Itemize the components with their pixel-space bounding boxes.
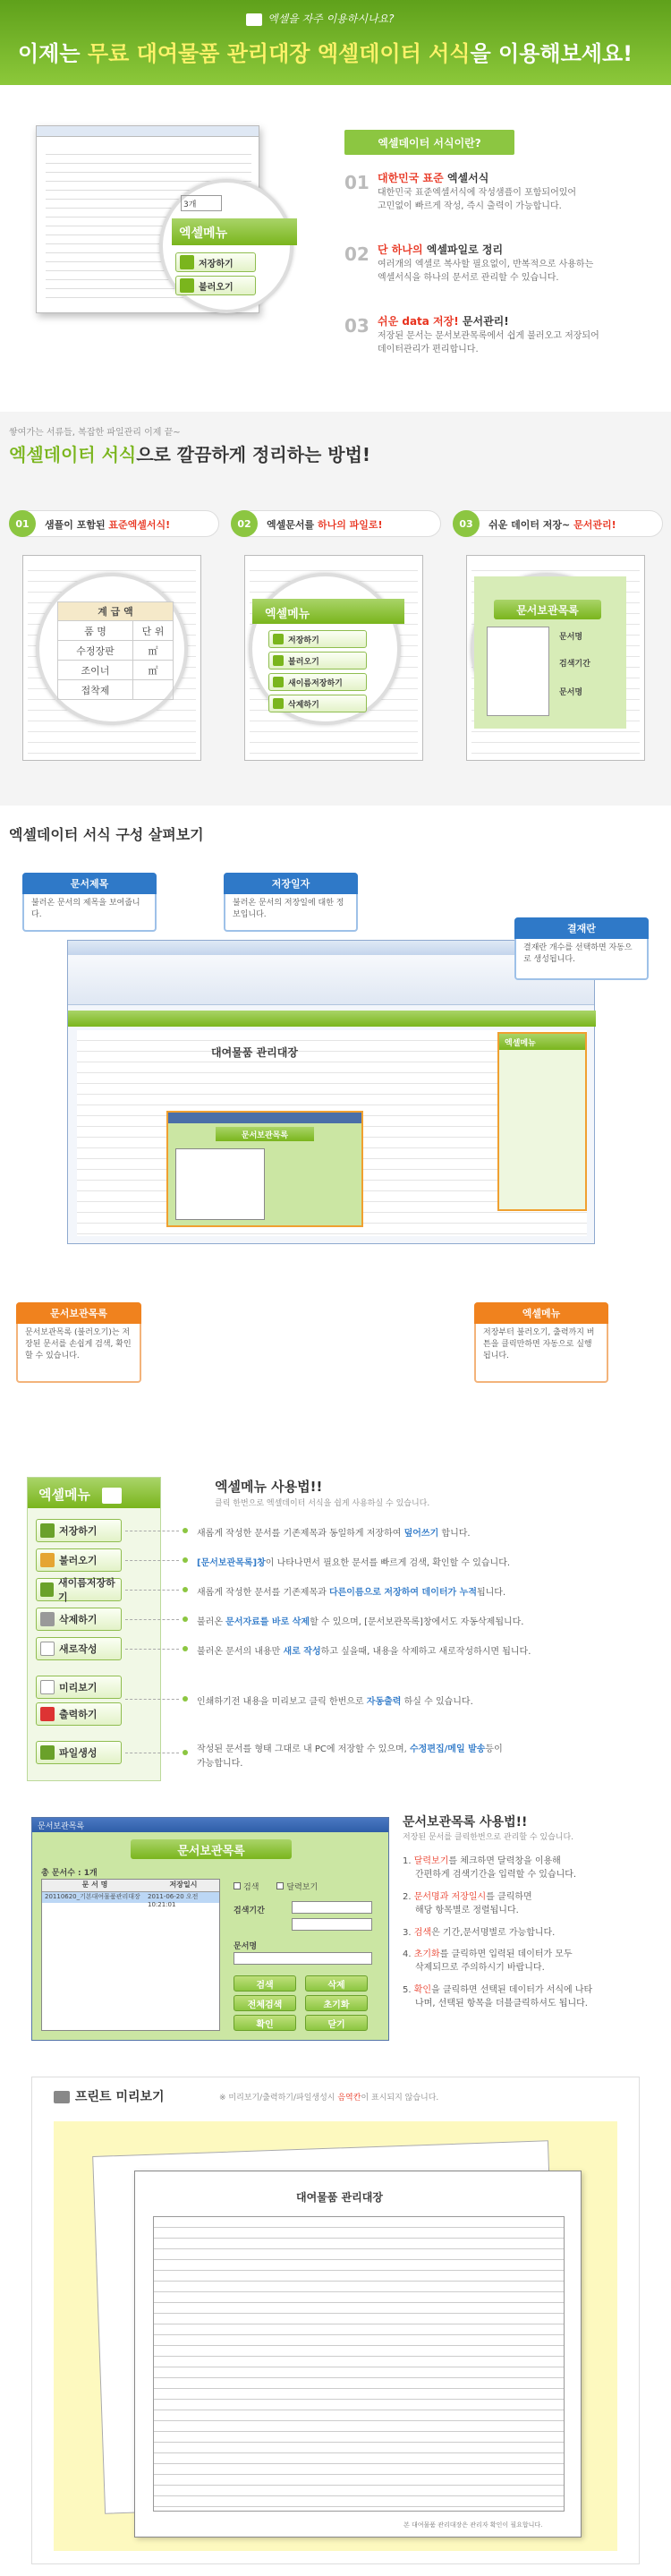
- step-l2: 해당 항목별로 정렬됩니다.: [415, 1906, 519, 1915]
- composition-section: [0, 806, 671, 1396]
- callout-head: 결재란: [514, 917, 649, 939]
- connector: [125, 1649, 179, 1650]
- connector: [125, 1560, 179, 1561]
- preview-doc-title: 대여물품 관리대장: [296, 2191, 383, 2204]
- zoom-archive-title: 문서보관목록: [494, 600, 601, 619]
- new-desc: [197, 1643, 531, 1657]
- archive-title: 문서보관목록 사용법!!: [403, 1815, 528, 1830]
- desc-post: 됩니다.: [476, 1588, 506, 1598]
- connector: [125, 1699, 179, 1700]
- step-hl: 문서명과 저장일시: [413, 1892, 487, 1902]
- hero-thumb-save: [175, 252, 256, 272]
- printer-icon: [54, 2091, 70, 2103]
- intro-card-hl: 문서관리!: [573, 519, 616, 531]
- connector-dot: [183, 1528, 188, 1533]
- hero-item-desc: 고민없이 빠르게 작성, 즉시 출력이 가능합니다.: [378, 201, 562, 211]
- hero-badge: [246, 11, 395, 26]
- desc-hl: 문서자료를 바로 삭제: [225, 1617, 310, 1627]
- note-pre: ※ 미리보기/출력하기/파일생성시: [219, 2094, 338, 2103]
- hero-zoom-circle: 3개 엑셀메뉴 저장하기 불러오기: [159, 179, 293, 313]
- hero-item-head-hl: 쉬운 data 저장!: [378, 315, 459, 328]
- preview-note: [219, 2091, 438, 2103]
- zoom-row: 계 급 액: [57, 601, 174, 621]
- archive-window: [31, 1817, 389, 2041]
- print-icon: [40, 1707, 55, 1721]
- save-desc: [197, 1525, 471, 1539]
- intro-title-text: 으로 깔끔하게 정리하는 방법!: [136, 444, 371, 465]
- preview-button[interactable]: [36, 1676, 122, 1699]
- intro-section: [0, 412, 671, 806]
- desc-post: 할 수 있으며, [문서보관목록]창에서도 자동삭제됩니다.: [310, 1617, 524, 1627]
- load-button[interactable]: [36, 1548, 122, 1572]
- archive-col-date[interactable]: 저장일시: [169, 1881, 198, 1889]
- connector-dot: [183, 1696, 188, 1702]
- file-create-button[interactable]: [36, 1741, 122, 1764]
- zoom-cell: 단 위: [132, 621, 173, 640]
- excel-logo-icon: [102, 1488, 122, 1504]
- step-hl: 검색: [413, 1928, 432, 1938]
- step-l1: 를 클릭하면: [486, 1892, 532, 1902]
- save-as-icon: [40, 1582, 54, 1597]
- print-button-label: 출력하기: [59, 1709, 98, 1720]
- print-desc: [197, 1693, 473, 1707]
- delete-button[interactable]: 삭제: [305, 1975, 368, 1992]
- archive-inner-title: 문서보관목록: [131, 1839, 292, 1859]
- new-button[interactable]: [36, 1637, 122, 1660]
- excel-menu-title: 엑셀메뉴 사용법!!: [215, 1479, 323, 1495]
- connector-dot: [183, 1557, 188, 1563]
- search-all-button[interactable]: 전체검색: [234, 1995, 296, 2011]
- hero-item-num: 03: [344, 315, 369, 337]
- hero-item-num: 02: [344, 243, 369, 265]
- intro-card-3: [453, 510, 663, 779]
- preview-button-label: 미리보기: [59, 1682, 98, 1693]
- archive-col-name[interactable]: 문 서 명: [81, 1881, 108, 1889]
- desc-hl: 자동출력: [366, 1697, 402, 1707]
- composition-title: 엑셀데이터 서식 구성 살펴보기: [9, 826, 204, 843]
- zoom-btn-delete: [268, 695, 367, 712]
- print-button[interactable]: [36, 1702, 122, 1726]
- archive-list: [41, 1879, 220, 2031]
- hero-item-head-text: 문서관리!: [458, 315, 509, 328]
- intro-sub: 쌓여가는 서류들, 복잡한 파일관리 이제 끝~: [9, 428, 181, 438]
- new-doc-icon: [40, 1642, 55, 1656]
- intro-title: [9, 440, 370, 466]
- callout-body: 저장부터 불러오기, 출력까지 버튼을 클릭만하면 자동으로 실행됩니다.: [483, 1328, 595, 1361]
- intro-card-num: 03: [453, 510, 480, 537]
- preview-footer: 본 대여물품 관리대장은 관리자 확인이 필요합니다.: [403, 2521, 543, 2529]
- desc-pre: 새롭게 작성한 문서를 기존제목과 동일하게 저장하여: [197, 1529, 404, 1539]
- docname-input[interactable]: [234, 1952, 372, 1965]
- callout-body: 불러온 문서의 제목을 보여줍니다.: [31, 899, 140, 919]
- docname-label: 문서명: [234, 1942, 258, 1951]
- desc-post: 합니다.: [438, 1529, 471, 1539]
- load-desc: [197, 1555, 510, 1568]
- hero-title: [18, 36, 633, 67]
- step-l1: 를 체크하면 달력창을 이용해: [448, 1856, 561, 1866]
- connector-dot: [183, 1750, 188, 1755]
- save-as-button-label: 새이름저장하기: [58, 1577, 115, 1603]
- archive-dialog-thumb: [166, 1111, 363, 1227]
- intro-card2-zoom: [249, 573, 401, 725]
- archive-step-2: [403, 1890, 532, 1917]
- hero-badge-text: 엑셀을 자주 이용하시나요?: [268, 13, 395, 25]
- hero-item-head-hl: 단 하나의: [378, 243, 423, 256]
- folder-icon: [40, 1553, 55, 1567]
- desc-post: 하고 싶을때, 내용을 삭제하고 새로작성하시면 됩니다.: [320, 1647, 531, 1657]
- zoom-cell: ㎡: [132, 661, 173, 679]
- file-desc-line2: 가능합니다.: [197, 1759, 243, 1769]
- zoom-cell: 조이너: [81, 665, 110, 677]
- desc-hl: [문서보관목록]창: [197, 1558, 266, 1568]
- intro-card1-zoom: [36, 573, 188, 725]
- archive-section: [0, 1790, 671, 2059]
- intro-card-num: 02: [231, 510, 258, 537]
- zoom-btn-label: 저장하기: [288, 635, 319, 645]
- step-l1: 을 클릭하면 선택된 데이터가 서식에 나타: [431, 1985, 593, 1995]
- hero-item-num: 01: [344, 172, 369, 193]
- archive-row-date: 2011-06-20 오전 10:21:01: [148, 1893, 199, 1908]
- period-from-input[interactable]: [292, 1901, 372, 1914]
- sheet-title: 대여물품 관리대장: [211, 1046, 298, 1059]
- calendar-check-label: 달력보기: [286, 1883, 319, 1892]
- callout-body: 결재란 개수를 선택하면 자동으로 생성됩니다.: [523, 943, 633, 964]
- step-num: 1.: [403, 1856, 412, 1866]
- hero-title-post: 을 이용해보세요!: [470, 41, 633, 66]
- step-hl: 달력보기: [413, 1856, 449, 1866]
- hero-title-highlight: 무료 대여물품 관리대장 엑셀데이터 서식: [87, 41, 471, 66]
- connector-dot: [183, 1646, 188, 1651]
- preview-icon: [40, 1680, 55, 1694]
- search-check-label: 검색: [243, 1883, 259, 1892]
- file-desc: [197, 1741, 503, 1754]
- zoom-btn-save: [268, 630, 367, 648]
- side-menu-title: 엑셀메뉴: [499, 1034, 585, 1050]
- delete-button[interactable]: [36, 1608, 122, 1631]
- step-l2: 삭제되므로 주의하시기 바랍니다.: [415, 1963, 545, 1973]
- desc-hl: 새로 작성: [283, 1647, 321, 1657]
- connector: [125, 1619, 179, 1620]
- archive-step-1: [403, 1855, 576, 1881]
- zoom-cell: ㎡: [132, 641, 173, 660]
- save-icon: [40, 1523, 55, 1538]
- desc-pre: 새롭게 작성한 문서를 기존제목과: [197, 1588, 329, 1598]
- step-l2: 나며, 선택된 항목을 더블클릭하셔도 됩니다.: [415, 1999, 588, 2009]
- note-post: 이 표시되지 않습니다.: [361, 2094, 439, 2103]
- hero-thumb-load-label: 불러오기: [199, 282, 234, 293]
- hero-item-head-hl: 대한민국 표준: [378, 172, 444, 184]
- desc-hl: 다른이름으로 저장하여 데이터가 누적: [328, 1588, 477, 1598]
- zoom-cell: 접착제: [81, 685, 110, 696]
- file-icon: [40, 1745, 55, 1760]
- callout-body: 불러온 문서의 저장일에 대한 정보입니다.: [233, 899, 344, 919]
- step-hl: 초기화: [413, 1949, 440, 1959]
- calendar-checkbox[interactable]: [276, 1882, 284, 1889]
- intro-card-num: 01: [9, 510, 36, 537]
- zoom-btn-saveas: [268, 673, 367, 691]
- new-button-label: 새로작성: [59, 1643, 98, 1655]
- period-label: 검색기간: [234, 1906, 265, 1915]
- load-button-label: 불러오기: [59, 1555, 98, 1566]
- hero-thumb-save-label: 저장하기: [199, 259, 234, 269]
- zoom-btn-load: [268, 652, 367, 670]
- zoom-label: 문서명: [559, 633, 583, 642]
- intro-card-hl: 표준엑셀서식!: [108, 519, 171, 531]
- intro-card-caption: [45, 517, 170, 532]
- delete-desc: [197, 1614, 523, 1627]
- callout-save-date: [224, 873, 358, 932]
- hero-thumb-menu: 엑셀메뉴: [172, 218, 297, 245]
- zoom-label: 문서명: [559, 688, 583, 697]
- search-button[interactable]: 검색: [234, 1975, 296, 1992]
- hero-section: [0, 0, 671, 412]
- step-l1: 은 기간,문서명별로 가능합니다.: [431, 1928, 556, 1938]
- preview-section: [0, 2059, 671, 2576]
- desc-hl: 수정편집/메일 발송: [410, 1744, 486, 1754]
- excel-menu-section: [0, 1396, 671, 1790]
- desc-post: 등이: [485, 1744, 503, 1754]
- delete-icon: [40, 1612, 55, 1626]
- preview-sheet: [134, 2171, 582, 2538]
- intro-card-caption: [488, 517, 616, 532]
- zoom-label: 검색기간: [559, 660, 590, 669]
- intro-card-pre: 샘플이 포함된: [45, 519, 109, 531]
- intro-card-hl: 하나의 파일로!: [317, 519, 383, 531]
- hero-item-head-text: 엑셀서식: [443, 172, 489, 184]
- archive-step-4: [403, 1948, 573, 1975]
- callout-archive: [16, 1302, 141, 1383]
- excel-menu-sub: 클릭 한번으로 엑셀데이터 서식을 쉽게 사용하실 수 있습니다.: [215, 1499, 430, 1508]
- callout-head: 문서보관목록: [16, 1302, 141, 1324]
- save-button-label: 저장하기: [59, 1525, 98, 1537]
- dialog-title: 문서보관목록: [216, 1127, 314, 1141]
- desc-pre: 불러온: [197, 1617, 226, 1627]
- period-to-input[interactable]: [292, 1918, 372, 1931]
- search-checkbox[interactable]: [234, 1882, 241, 1889]
- hero-item-desc: 데이터관리가 편리합니다.: [378, 345, 479, 354]
- step-l1: 를 클릭하면 입력된 데이터가 모두: [439, 1949, 573, 1959]
- hero-item-head: [378, 313, 509, 328]
- desc-post: 하실 수 있습니다.: [401, 1697, 473, 1707]
- excel-window: [67, 940, 595, 1244]
- save-button[interactable]: [36, 1519, 122, 1542]
- archive-checkboxes: [234, 1881, 318, 1892]
- hero-item-head-text: 엑셀파일로 정리: [422, 243, 504, 256]
- archive-step-5: [403, 1983, 592, 2010]
- desc-pre: 작성된 문서를 형태 그대로 내 PC에 저장할 수 있으며,: [197, 1744, 410, 1754]
- side-menu-panel: [497, 1032, 587, 1211]
- save-as-desc: [197, 1584, 505, 1598]
- reset-button[interactable]: 초기화: [305, 1995, 368, 2011]
- callout-head: 엑셀메뉴: [474, 1302, 608, 1324]
- archive-win-title: 문서보관목록: [32, 1818, 388, 1832]
- callout-excel-menu: [474, 1302, 608, 1383]
- note-hl: 음역칸: [337, 2094, 361, 2103]
- panel-title-text: 엑셀메뉴: [38, 1487, 90, 1503]
- confirm-button[interactable]: 확인: [234, 2015, 296, 2031]
- step-l2: 간편하게 검색기간을 입력할 수 있습니다.: [415, 1870, 577, 1880]
- callout-doc-title: [22, 873, 157, 932]
- archive-row-name: 20110620_기본대여물품관리대장: [45, 1893, 140, 1900]
- intro-card-caption: [267, 517, 383, 532]
- step-num: 4.: [403, 1949, 412, 1959]
- intro-card-pre: 엑셀문서를: [267, 519, 318, 531]
- archive-row[interactable]: [42, 1892, 219, 1908]
- hero-box-title: 엑셀데이터 서식이란?: [344, 130, 514, 155]
- zoom-btn-label: 불러오기: [288, 657, 319, 667]
- preview-header: [54, 2087, 165, 2105]
- archive-count: 총 문서수 : 1개: [41, 1869, 98, 1878]
- zoom-cell: 품 명: [84, 626, 106, 637]
- pencil-icon: [246, 13, 262, 26]
- hero-item-head: [378, 170, 488, 185]
- callout-head: 문서제목: [22, 873, 157, 894]
- archive-sub: 저장된 문서를 클릭한번으로 관리할 수 있습니다.: [403, 1833, 574, 1842]
- intro-card-pre: 쉬운 데이터 저장~: [488, 519, 574, 531]
- connector: [125, 1590, 179, 1591]
- file-create-button-label: 파일생성: [59, 1747, 98, 1759]
- preview-title: 프린트 미리보기: [75, 2090, 165, 2104]
- delete-button-label: 삭제하기: [59, 1614, 98, 1625]
- desc-pre: 불러온 문서의 내용만: [197, 1647, 284, 1657]
- step-num: 5.: [403, 1985, 412, 1995]
- zoom-btn-label: 새이름저장하기: [288, 678, 343, 688]
- hero-item-head: [378, 242, 503, 257]
- callout-body: 문서보관목록 (불러오기)는 저장된 문서를 손쉽게 검색, 확인할 수 있습니다.: [25, 1328, 132, 1361]
- excel-menu-panel-title: [28, 1478, 160, 1508]
- zoom-btn-label: 삭제하기: [288, 700, 319, 710]
- callout-approval: [514, 917, 649, 980]
- hero-item-desc: 저장된 문서는 문서보관목록에서 쉽게 불러오고 저장되어: [378, 331, 599, 341]
- step-num: 3.: [403, 1928, 412, 1938]
- desc-hl: 덮어쓰기: [403, 1529, 439, 1539]
- connector-dot: [183, 1616, 188, 1622]
- connector-dot: [183, 1587, 188, 1592]
- step-hl: 확인: [413, 1985, 432, 1995]
- hero-item-desc: 여러개의 엑셀로 복사할 필요없이, 반복적으로 사용하는: [378, 260, 594, 269]
- hero-title-pre: 이제는: [18, 41, 88, 66]
- desc-pre: 인쇄하기전 내용을 미리보고 클릭 한번으로: [197, 1697, 367, 1707]
- intro-card-2: [231, 510, 441, 779]
- intro-title-hl: 엑셀데이터 서식: [9, 444, 137, 465]
- zoom-menu-title: 엑셀메뉴: [252, 599, 404, 624]
- intro-card3-zoom: [471, 573, 623, 725]
- step-num: 2.: [403, 1892, 412, 1902]
- desc-post: 이 나타나면서 필요한 문서를 빠르게 검색, 확인할 수 있습니다.: [265, 1558, 511, 1568]
- zoom-cell: 수정장판: [76, 645, 115, 657]
- hero-item-desc: 대한민국 표준엑셀서식에 작성샘플이 포함되어있어: [378, 188, 577, 198]
- archive-step-3: [403, 1926, 555, 1940]
- callout-head: 저장일자: [224, 873, 358, 894]
- hero-item-desc: 엑셀서식을 하나의 문서로 관리할 수 있습니다.: [378, 273, 559, 283]
- intro-card-1: [9, 510, 219, 779]
- save-as-button[interactable]: [36, 1578, 122, 1601]
- hero-thumb-load: [175, 276, 256, 295]
- close-button[interactable]: 닫기: [305, 2015, 368, 2031]
